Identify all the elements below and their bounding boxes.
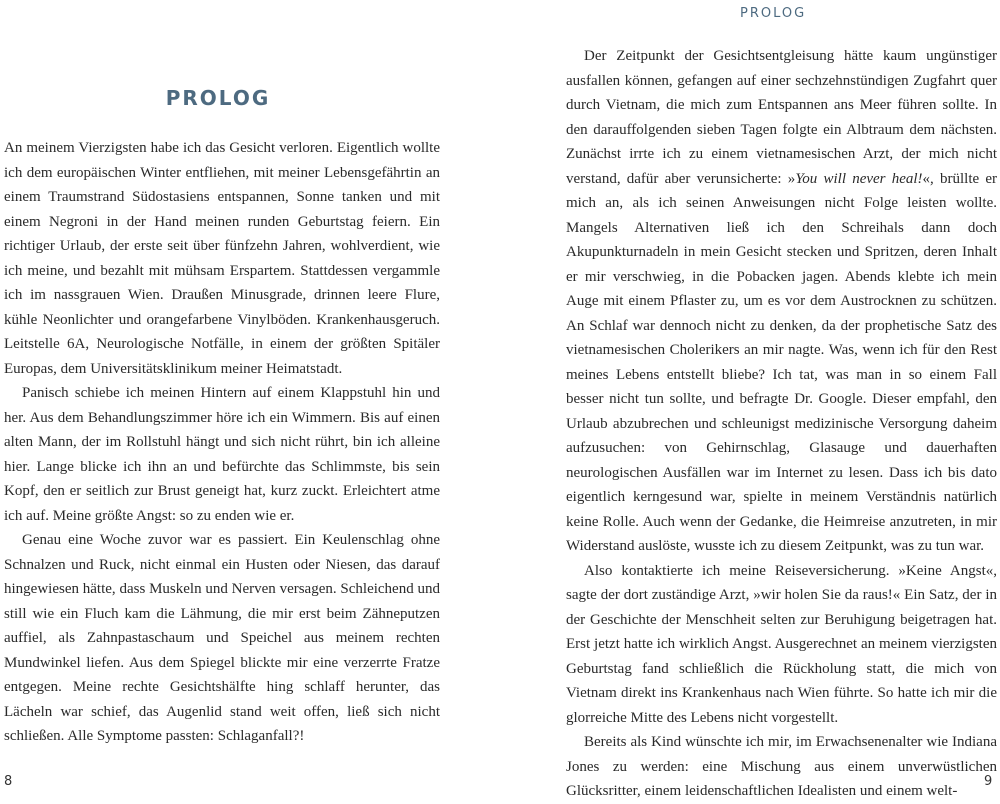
paragraph [566, 44, 997, 559]
right-page [500, 0, 1000, 800]
quote-text: You will never heal! [795, 170, 923, 187]
page-number-right: 9 [984, 774, 993, 789]
paragraph: Also kontaktierte ich meine Reiseversicherung. »Keine Angst«, sagte der dort zuständige Arzt, »wir holen Sie da raus!« Ein Satz, der in der Geschichte der Menschheit selten zur Beruhigung beigetragen hat. Erst jetzt hatte ich wirklich Angst. Ausgerechnet an meinem vierzigsten Geburtstag fand schließlich die Rückholung statt, die mich von Vietnam direkt ins Krankenhaus nach Wien führte. So hatte ich mir die glorreiche Mitte des Lebens nicht vorgestellt. [566, 562, 997, 726]
paragraph: An meinem Vierzigsten habe ich das Gesicht verloren. Eigentlich wollte ich dem europäischen Winter entfliehen, mit meiner Lebensgefährtin an einem Traumstrand Südostasiens entspannen, Sonne tanken und mit einem Negroni in der Hand meinen runden Geburtstag feiern. Ein richtiger Urlaub, der erste seit über fünfzehn Jahren, wohlverdient, wie ich meine, und bezahlt mit mühsam Erspartem. Stattdessen vergammle ich im nassgrauen Wien. Draußen Minusgrade, drinnen leere Flure, kühle Neonlichter und orangefarbene Vinylböden. Krankenhausgeruch. Leitstelle 6A, Neurologische Notfälle, in einem der größten Spitäler Europas, dem Universitätsklinikum meiner Heimatstadt. [4, 140, 440, 377]
paragraph-text: «, brüllte er mich an, als ich seinen Anweisungen nicht Folge leisten wollte. Mangels Alternativen ließ ich den Schreihals dann doch Akupunkturnadeln in mein Gesicht stecken und Spritzen, deren Inhalt er mir verschwieg, in die Pobacken jagen. Abends klebte ich mein Auge mit einem Pflaster zu, um es vor dem Austrocknen zu schützen. An Schlaf war dennoch nicht zu denken, da der prophetische Satz des vietnamesischen Cholerikers an mir nagte. Was, wenn ich für den Rest meines Lebens entstellt bliebe? Ich tat, was man in so einem Fall besser nicht tun sollte, und befragte Dr. Google. Dieser empfahl, den Urlaub abzubrechen und schleunigst medizinische Versorgung daheim aufzusuchen: von Gehirnschlag, Glasauge und dauerhaften neurologischen Ausfällen war im Internet zu lesen. Dass ich bis dato eigentlich kerngesund war, spielte in meinem Verständnis natürlich keine Rolle. Auch wenn der Gedanke, die Heimreise anzutreten, in mir Widerstand auslöste, wusste ich zu diesem Zeitpunkt, was zu tun war. [566, 170, 997, 554]
paragraph: Bereits als Kind wünschte ich mir, im Erwachsenenalter wie Indiana Jones zu werden: eine Mischung aus einem unverwüstlichen Glücksritter, einem leidenschaftlichen Idealisten und einem welt- [566, 734, 997, 799]
right-page-text [566, 44, 997, 804]
chapter-title: PROLOG [165, 86, 271, 110]
paragraph-text: Der Zeitpunkt der Gesichtsentgleisung hätte kaum ungünstiger ausfallen können, gefangen auf einer sechzehnstündigen Zugfahrt quer durch Vietnam, die mich zum Entspannen ans Meer führen sollte. In den darauffolgenden sieben Tagen folgte ein Albtraum dem nächsten. Zunächst irrte ich zu einem vietnamesischen Arzt, der mich nicht verstand, dafür aber verunsicherte: » [566, 48, 997, 187]
paragraph: Genau eine Woche zuvor war es passiert. Ein Keulenschlag ohne Schnalzen und Ruck, nicht einmal ein Husten oder Niesen, das darauf hingewiesen hätte, dass Muskeln und Nerven versagen. Schleichend und still wie ein Fluch kam die Lähmung, die mir erst beim Zähneputzen auffiel, als Zahnpastaschaum und Speichel aus meinem rechten Mundwinkel liefen. Aus dem Spiegel blickte mir eine verzerrte Fratze entgegen. Meine rechte Gesichtshälfte hing schlaff herunter, das Lächeln war schief, das Augenlid stand weit offen, ließ sich nicht schließen. Alle Symptome passten: Schlaganfall?! [4, 532, 440, 744]
paragraph: Panisch schiebe ich meinen Hintern auf einem Klappstuhl hin und her. Aus dem Behandlungszimmer höre ich ein Wimmern. Bis auf einen alten Mann, der im Rollstuhl hängt und sich nicht rührt, bin ich alleine hier. Lange blicke ich ihn an und befürchte das Schlimmste, bis sein Kopf, den er seitlich zur Brust geneigt hat, kurz zuckt. Erleichtert atme ich auf. Meine größte Angst: so zu enden wie er. [4, 385, 440, 524]
page-number-left: 8 [4, 774, 13, 789]
left-page-text [4, 136, 440, 749]
running-head: PROLOG [740, 6, 807, 21]
left-page [0, 0, 500, 800]
